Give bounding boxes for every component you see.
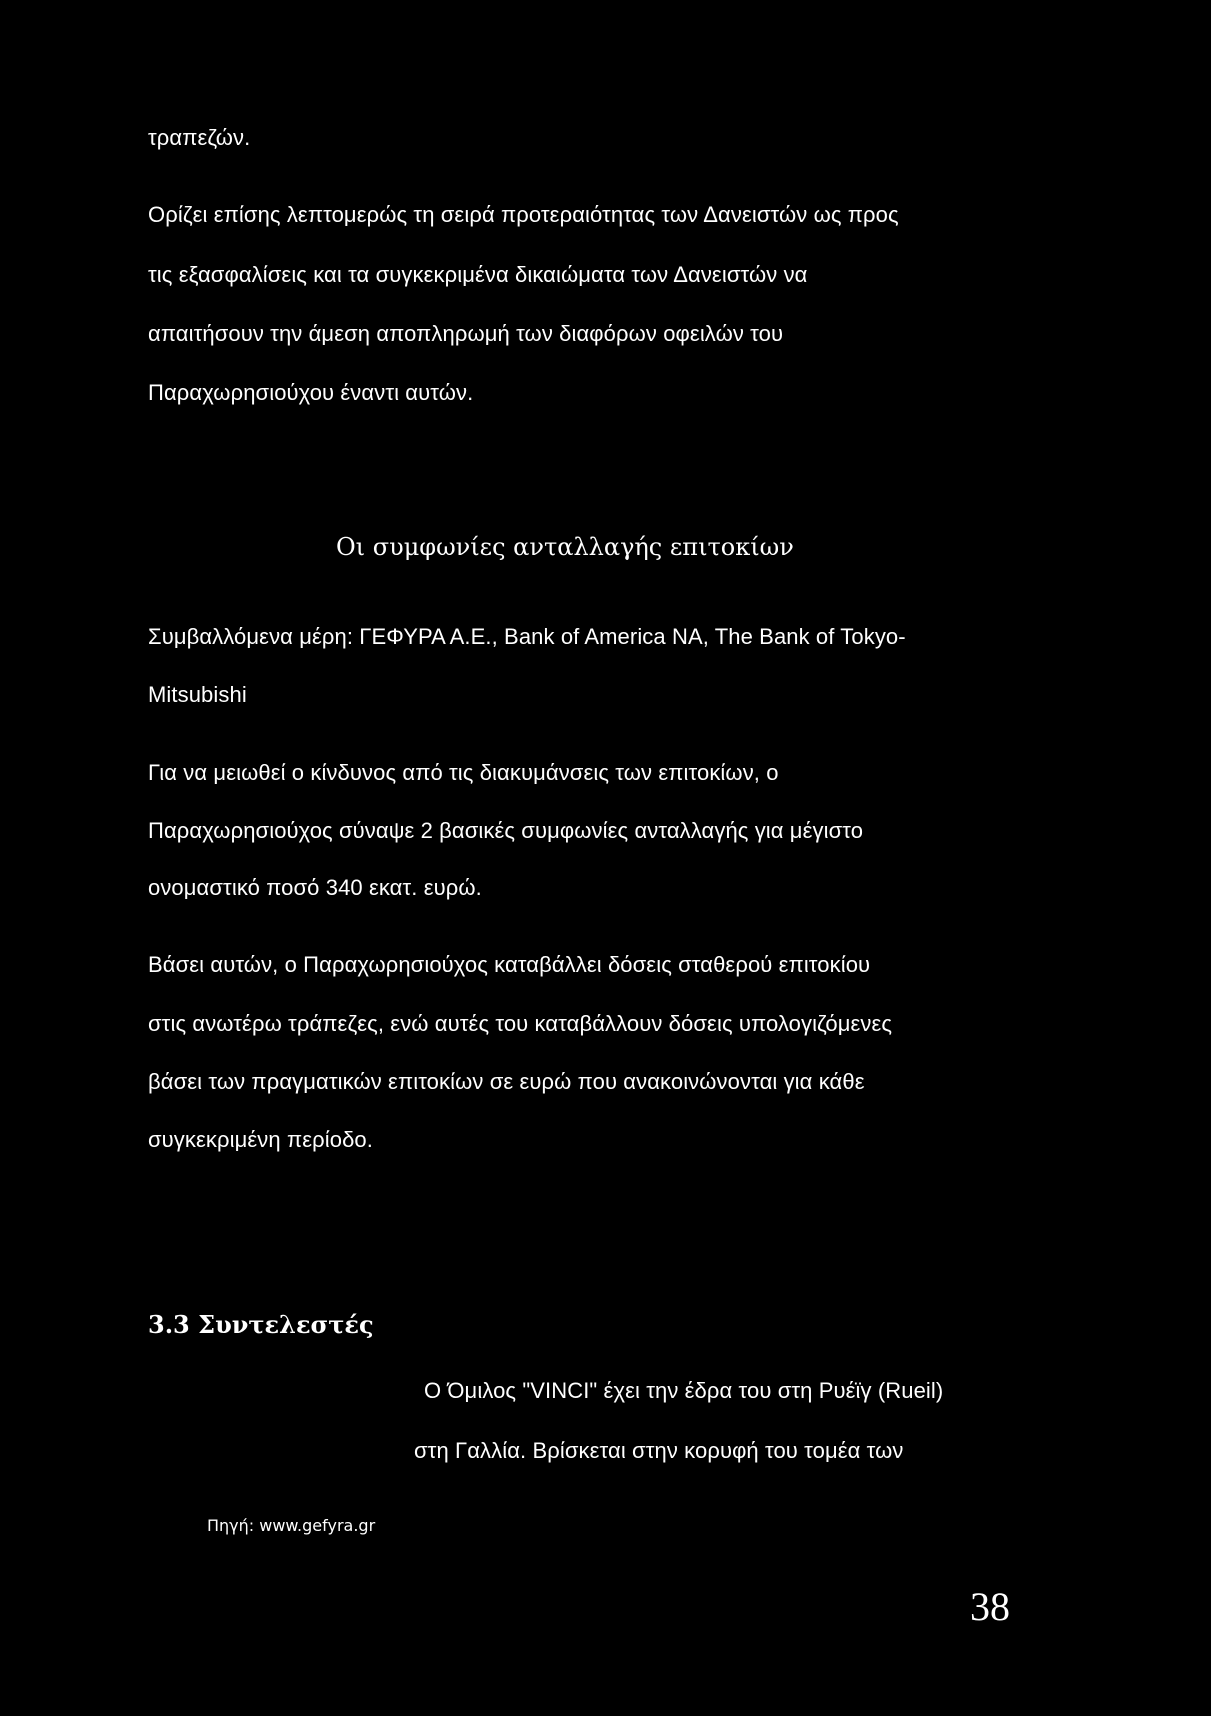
text-line: απαιτήσουν την άμεση αποπληρωμή των διαφόρων οφειλών του <box>148 321 784 346</box>
text-line: Παραχωρησιούχου έναντι αυτών. <box>148 380 474 405</box>
text-line: Παραχωρησιούχος σύναψε 2 βασικές συμφωνίες ανταλλαγής για μέγιστο <box>148 818 864 843</box>
text-line: στις ανωτέρω τράπεζες, ενώ αυτές του καταβάλλουν δόσεις υπολογιζόμενες <box>148 1011 893 1036</box>
page-number: 38 <box>970 1584 1010 1629</box>
section-heading-swaps: Οι συμφωνίες ανταλλαγής επιτοκίων <box>336 533 794 561</box>
text-line: βάσει των πραγματικών επιτοκίων σε ευρώ που ανακοινώνονται για κάθε <box>148 1069 865 1094</box>
text-line: Συμβαλλόμενα μέρη: ΓΕΦΥΡΑ Α.Ε., Bank of America NA, The Bank of Tokyo- <box>148 624 906 649</box>
text-line: τραπεζών. <box>148 125 251 150</box>
text-line: Για να μειωθεί ο κίνδυνος από τις διακυμάνσεις των επιτοκίων, ο <box>148 760 779 785</box>
text-line: Mitsubishi <box>148 682 247 707</box>
text-line: ονομαστικό ποσό 340 εκατ. ευρώ. <box>148 875 482 900</box>
text-line: συγκεκριμένη περίοδο. <box>148 1127 373 1152</box>
text-line: Ορίζει επίσης λεπτομερώς τη σειρά προτεραιότητας των Δανειστών ως προς <box>148 202 899 227</box>
section-heading-contributors: 3.3 Συντελεστές <box>148 1310 374 1339</box>
text-line: τις εξασφαλίσεις και τα συγκεκριμένα δικαιώματα των Δανειστών να <box>148 262 808 287</box>
text-line: Βάσει αυτών, ο Παραχωρησιούχος καταβάλλει δόσεις σταθερού επιτοκίου <box>148 952 871 977</box>
text-line: Ο Όμιλος "VINCI" έχει την έδρα του στη Ρυέϊγ (Rueil) <box>424 1378 944 1403</box>
source-caption: Πηγή: www.gefyra.gr <box>207 1516 376 1535</box>
text-line: στη Γαλλία. Βρίσκεται στην κορυφή του τομέα των <box>414 1438 904 1463</box>
